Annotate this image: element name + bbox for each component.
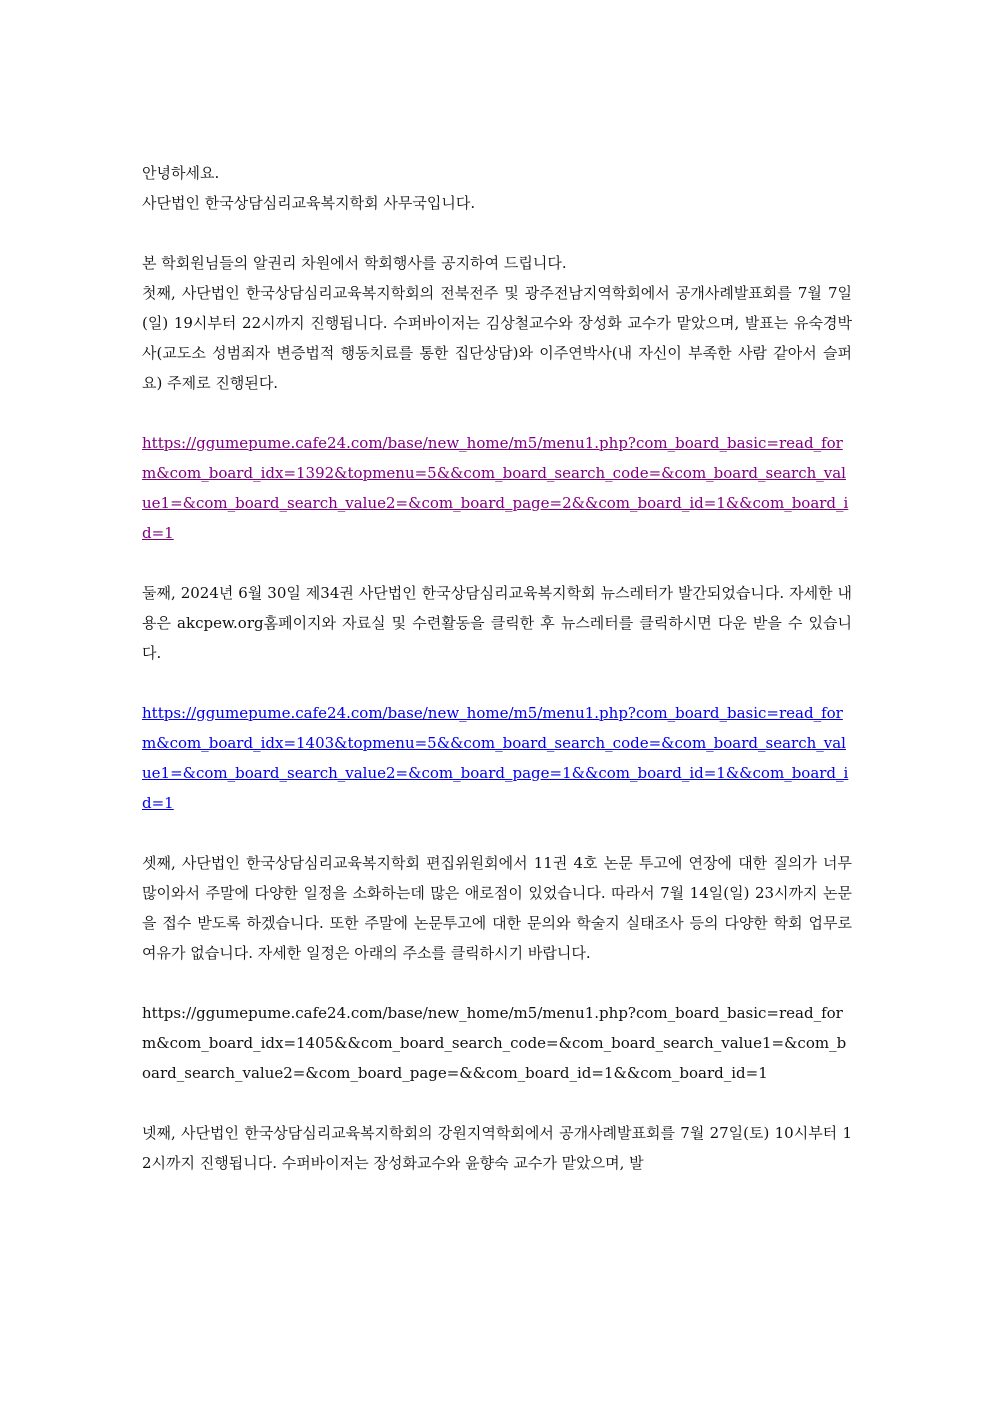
notice-item-2: 둘째, 2024년 6월 30일 제34권 사단법인 한국상담심리교육복지학회 뉴스레터가 발간되었습니다. 자세한 내용은 akcpew.org홈페이지와 자료실 및 수련활동을 클릭한 후 뉴스레터를 클릭하시면 다운 받을 수 있습니다.	[142, 584, 852, 662]
paragraph-gap	[142, 668, 852, 698]
notice-link-1[interactable]: https://ggumepume.cafe24.com/base/new_home/m5/menu1.php?com_board_basic=read_form&com_board_idx=1392&topmenu=5&&com_board_search_code=&com_board_search_value1=&com_board_search_value2=&com_board_page=2&&com_board_id=1&&com_board_id=1	[142, 434, 849, 542]
notice-item-3: 셋째, 사단법인 한국상담심리교육복지학회 편집위원회에서 11권 4호 논문 투고에 연장에 대한 질의가 너무 많이와서 주말에 다양한 일정을 소화하는데 많은 애로점이 있었습니다. 따라서 7월 14일(일) 23시까지 논문을 접수 받도록 하겠습니다. 또한 주말에 논문투고에 대한 문의와 학술지 실태조사 등의 다양한 학회 업무로 여유가 없습니다. 자세한 일정은 아래의 주소를 클릭하시기 바랍니다.	[142, 854, 852, 962]
sender-line: 사단법인 한국상담심리교육복지학회 사무국입니다.	[142, 194, 476, 212]
paragraph-gap	[142, 218, 852, 248]
notice-url-3: https://ggumepume.cafe24.com/base/new_home/m5/menu1.php?com_board_basic=read_form&com_board_idx=1405&&com_board_search_code=&com_board_search_value1=&com_board_search_value2=&com_board_page=&&com_board_id=1&&com_board_id=1	[142, 1004, 847, 1082]
paragraph-gap	[142, 398, 852, 428]
paragraph-gap	[142, 818, 852, 848]
paragraph-gap	[142, 968, 852, 998]
notice-item-1: 첫째, 사단법인 한국상담심리교육복지학회의 전북전주 및 광주전남지역학회에서 공개사례발표회를 7월 7일(일) 19시부터 22시까지 진행됩니다. 수퍼바이저는 김상철교수와 장성화 교수가 맡았으며, 발표는 유숙경박사(교도소 성범죄자 변증법적 행동치료를 통한 집단상담)와 이주연박사(내 자신이 부족한 사람 같아서 슬퍼요) 주제로 진행된다.	[142, 284, 852, 392]
intro-paragraph: 본 학회원님들의 알권리 차원에서 학회행사를 공지하여 드립니다.	[142, 254, 567, 272]
notice-item-4: 넷째, 사단법인 한국상담심리교육복지학회의 강원지역학회에서 공개사례발표회를 7월 27일(토) 10시부터 12시까지 진행됩니다. 수퍼바이저는 장성화교수와 윤향숙 교수가 맡았으며, 발	[142, 1124, 852, 1172]
letter-body	[142, 158, 852, 1178]
paragraph-gap	[142, 548, 852, 578]
greeting-line: 안녕하세요.	[142, 164, 220, 182]
notice-link-2[interactable]: https://ggumepume.cafe24.com/base/new_home/m5/menu1.php?com_board_basic=read_form&com_board_idx=1403&topmenu=5&&com_board_search_code=&com_board_search_value1=&com_board_search_value2=&com_board_page=1&&com_board_id=1&&com_board_id=1	[142, 704, 849, 812]
paragraph-gap	[142, 1088, 852, 1118]
